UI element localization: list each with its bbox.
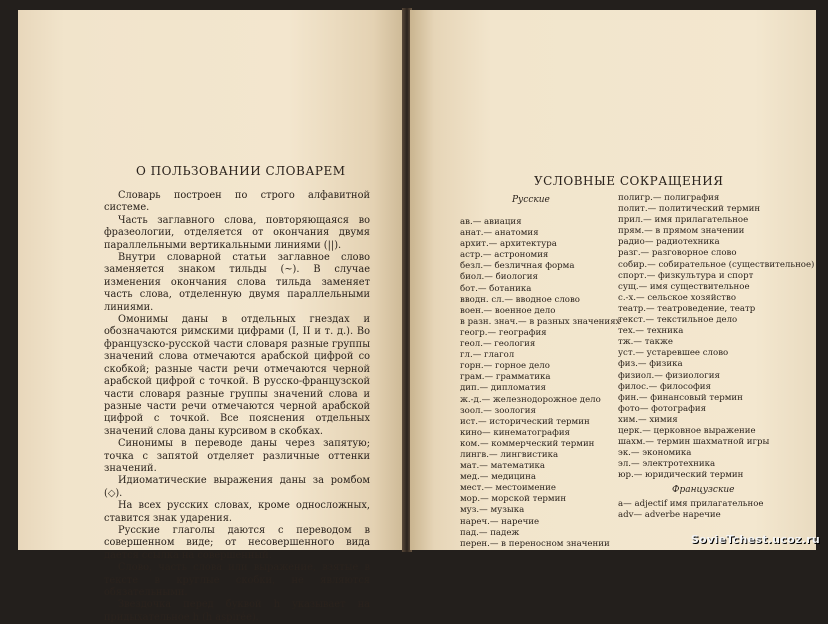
abbreviation-entry: безл.— безличная форма	[460, 261, 575, 272]
abbreviation-entry: астр.— астрономия	[460, 250, 549, 261]
russian-heading: Русские	[512, 195, 550, 205]
abbreviation-entry: эл.— электротехника	[618, 459, 716, 470]
abbreviation-entry: церк.— церковное выражение	[618, 425, 756, 436]
abbreviation-entry: шахм.— термин шахматной игры	[618, 437, 770, 448]
abbreviation-entry: горн.— горное дело	[460, 361, 550, 372]
abbreviation-entry: текст.— текстильное дело	[618, 315, 738, 326]
abbreviation-entry: ав.— авиация	[460, 217, 522, 227]
right-page-title: УСЛОВНЫЕ СОКРАЩЕНИЯ	[534, 174, 724, 188]
right-page	[410, 10, 816, 550]
abbreviation-entry: муз.— музыка	[460, 505, 525, 516]
abbreviation-entry: a— adjectif имя прилагательное	[618, 499, 764, 509]
abbreviation-entry: зоол.— зоология	[460, 405, 536, 416]
watermark: SovieTchest.ucoz.ru	[690, 533, 820, 546]
french-heading: Французские	[672, 485, 735, 495]
abbreviation-entry: физ.— физика	[618, 359, 683, 370]
abbreviations-column-left	[460, 217, 621, 550]
paragraph: Омонимы даны в отдельных гнездах и обозначаются римскими цифрами (I, II и т. д.). Во французско-русской части словаря разные группы значений слова отмечаются арабской цифрой со скобкой; разные части речи отмечаются черной арабской цифрой с точкой. В русско-французской части словаря разные группы значений слова и разные части речи отмечаются черной арабской цифрой с точкой. Все пояснения отдельных значений слова даны курсивом в скобках.	[104, 314, 370, 437]
abbreviation-entry: полит.— политический термин	[618, 204, 761, 215]
abbreviation-entry: собир.— собирательное (существительное)	[618, 259, 815, 270]
abbreviation-entry: физиол.— физиология	[618, 370, 720, 381]
abbreviation-entry: полигр.— полиграфия	[618, 193, 720, 203]
abbreviation-entry: тж.— также	[618, 337, 673, 348]
abbreviation-entry: с.-х.— сельское хозяйство	[618, 292, 737, 303]
abbreviation-entry: разг.— разговорное слово	[618, 248, 737, 259]
abbreviation-entry: в разн. знач.— в разных значениях	[460, 316, 621, 327]
abbreviation-entry: геогр.— география	[460, 327, 547, 338]
abbreviation-entry: филос.— философия	[618, 381, 711, 392]
abbreviation-entry: гл.— глагол	[460, 350, 515, 361]
abbreviation-entry: мат.— математика	[460, 461, 546, 472]
abbreviation-entry: ком.— коммерческий термин	[460, 438, 595, 449]
abbreviation-entry: эк.— экономика	[618, 448, 692, 459]
abbreviation-entry: театр.— театроведение, театр	[618, 303, 756, 314]
paragraph: Русские глаголы даются с переводом в совершенном виде; от несовершенного вида дается ссылка на совершенный.	[104, 524, 370, 561]
paragraph: Идиоматические выражения даны за ромбом (◇).	[104, 475, 370, 499]
abbreviation-entry: нареч.— наречие	[460, 516, 540, 527]
abbreviation-entry: перен.— в переносном значении	[460, 538, 610, 549]
abbreviation-entry: сущ.— имя существительное	[618, 281, 750, 292]
abbreviation-entry: дип.— дипломатия	[460, 383, 546, 394]
abbreviation-entry: хим.— химия	[618, 414, 678, 425]
abbreviation-entry: геол.— геология	[460, 339, 536, 350]
abbreviation-entry: анат.— анатомия	[460, 228, 539, 239]
paragraph: На всех русских словах, кроме односложных, ставится знак ударения.	[104, 500, 370, 524]
abbreviation-entry: мор.— морской термин	[460, 494, 567, 505]
abbreviation-entry: воен.— военное дело	[460, 305, 556, 316]
abbreviation-entry: мест.— местоимение	[460, 483, 556, 494]
abbreviation-entry: биол.— биология	[460, 272, 538, 283]
paragraph: Слово, часть слова или выражение, взятые в тексте в круглые скобки, не являются обязательными.	[104, 562, 370, 598]
abbreviation-entry: мед.— медицина	[460, 472, 537, 483]
abbreviation-entry: фин.— финансовый термин	[618, 392, 743, 403]
left-page-title: О ПОЛЬЗОВАНИИ СЛОВАРЕМ	[136, 164, 346, 178]
paragraph: Синонимы в переводе даны через запятую; точка с запятой отделяет различные оттенки значений.	[104, 438, 370, 474]
abbreviation-entry: юр.— юридический термин	[618, 470, 744, 481]
abbreviation-entry: спорт.— физкультура и спорт	[618, 270, 754, 281]
abbreviation-entry: радио— радиотехника	[618, 237, 720, 248]
paragraph: Внутри словарной статьи заглавное слово заменяется знаком тильды (~). В случае изменения окончания слова тильда заменяет часть слова, отделенную двумя параллельными линиями.	[104, 252, 370, 313]
abbreviation-entry: фото— фотография	[618, 403, 706, 414]
abbreviation-entry: грам.— грамматика	[460, 372, 551, 383]
abbreviation-entry: вводн. сл.— вводное слово	[460, 294, 580, 305]
abbreviation-entry: ист.— исторический термин	[460, 416, 590, 427]
abbreviation-entry: тех.— техника	[618, 326, 684, 337]
abbreviation-entry: кино— кинематография	[460, 427, 570, 438]
abbreviation-entry: бот.— ботаника	[460, 283, 532, 294]
abbreviation-entry: лингв.— лингвистика	[460, 449, 559, 460]
french-abbreviations	[618, 499, 763, 521]
abbreviation-entry: прил.— имя прилагательное	[618, 215, 749, 226]
abbreviation-entry: уст.— устаревшее слово	[618, 348, 729, 359]
abbreviation-entry: пад.— падеж	[460, 527, 520, 538]
paragraph: Словарь построен по строго алфавитной системе.	[104, 190, 370, 214]
paragraph: Часть заглавного слова, повторяющаяся во фразеологии, отделяется от окончания двумя параллельными вертикальными линиями (||).	[104, 214, 370, 251]
abbreviations-column-right	[618, 193, 815, 481]
abbreviation-entry: прям.— в прямом значении	[618, 226, 745, 237]
paragraph: Звездочка перед буквой h указывает на придыхательное h (h aspirée).	[104, 599, 370, 623]
left-page	[18, 10, 404, 623]
abbreviation-entry: архит.— архитектура	[460, 239, 557, 250]
abbreviation-entry: adv— adverbe наречие	[618, 510, 721, 521]
abbreviation-entry: ж.-д.— железнодорожное дело	[460, 394, 601, 405]
usage-text	[104, 190, 370, 624]
